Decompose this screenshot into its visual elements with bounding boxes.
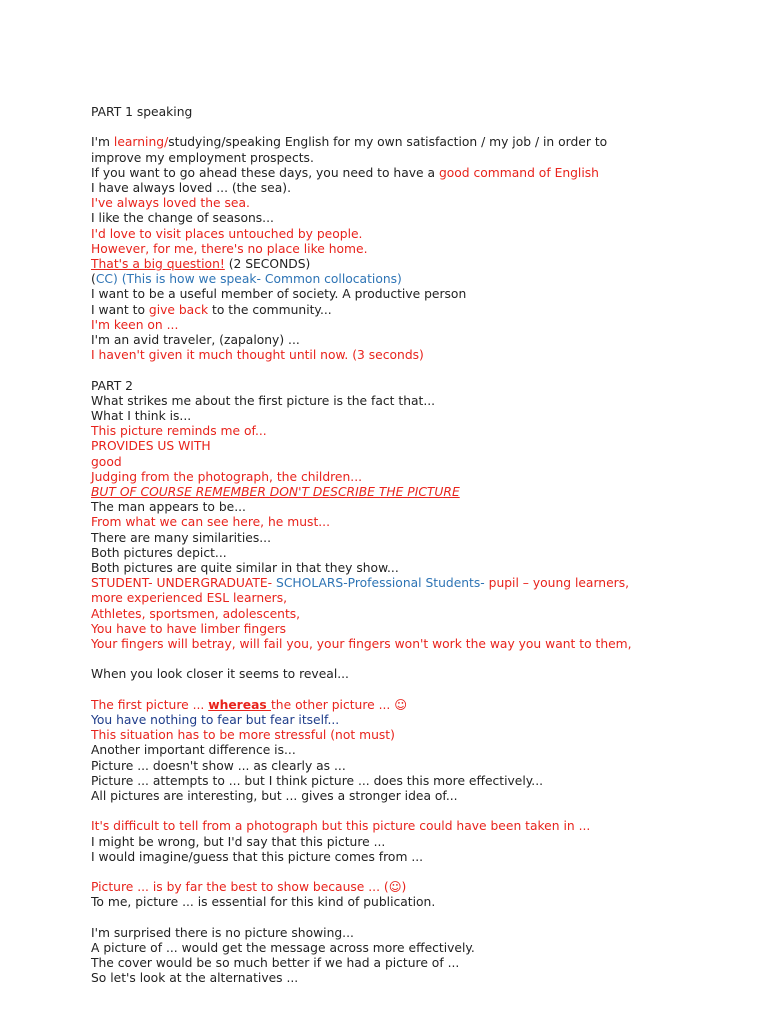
part1-line-10 <box>91 272 761 287</box>
part2-line-9: From what we can see here, he must... <box>91 515 330 530</box>
part2-line-29: Picture ... is by far the best to show because ... (☺) <box>91 880 407 895</box>
part2-line-16: You have to have limber fingers <box>91 621 287 636</box>
part1-line-11: I want to be a useful member of society. A productive person <box>91 287 467 302</box>
part2-line-11: Both pictures depict... <box>91 545 227 560</box>
part2-line-13 <box>91 576 761 591</box>
text-run: If you want to go ahead these days, you need to have a <box>91 165 439 180</box>
part1-line-8: However, for me, there's no place like home. <box>91 241 368 256</box>
part2-line-10: There are many similarities... <box>91 530 271 545</box>
part2-line-31: I'm surprised there is no picture showing... <box>91 925 354 940</box>
part1-line-4: I have always loved ... (the sea). <box>91 181 291 195</box>
blank-line <box>91 683 761 698</box>
part2-line-4: PROVIDES US WITH <box>91 439 211 454</box>
part2-line-27: I might be wrong, but I'd say that this picture ... <box>91 834 386 849</box>
highlight-text: CC) (This is how we speak- Common collocations) <box>95 272 402 287</box>
text-run: I'm <box>91 135 114 150</box>
part2-line-14: more experienced ESL learners, <box>91 591 288 606</box>
text-run: I want to <box>91 302 149 317</box>
highlight-text: give back <box>148 302 209 317</box>
highlight-text: good command of English <box>438 165 599 180</box>
part2-line-18: When you look closer it seems to reveal... <box>91 667 349 682</box>
highlight-text: pupil – young learners, <box>484 576 630 591</box>
part1-heading: PART 1 speaking <box>91 105 193 119</box>
blank-line <box>91 120 761 135</box>
part2-line-30: To me, picture ... is essential for this kind of publication. <box>91 895 436 910</box>
blank-line <box>91 865 761 880</box>
part2-line-20: You have nothing to fear but fear itself... <box>91 713 340 728</box>
highlight-text: learning/ <box>113 135 169 150</box>
part2-line-32: A picture of ... would get the message across more effectively. <box>91 941 475 956</box>
underlined-phrase: That's a big question! <box>91 257 225 272</box>
part2-heading: PART 2 <box>91 378 133 393</box>
blank-line <box>91 911 761 926</box>
text-run: The first picture ... <box>91 697 209 712</box>
highlight-text: SCHOLARS-Professional Students- <box>276 576 485 591</box>
blank-line <box>91 363 761 378</box>
part1-line-12 <box>91 303 761 318</box>
part2-line-19 <box>91 698 761 713</box>
part2-line-21: This situation has to be more stressful (not must) <box>91 728 395 743</box>
text-run: the other picture ... ☺ <box>270 697 408 712</box>
text-run: studying/speaking English for my own satisfaction / my job / in order to <box>168 135 608 150</box>
part2-line-15: Athletes, sportsmen, adolescents, <box>91 606 301 621</box>
part2-line-34: So let's look at the alternatives ... <box>91 971 299 986</box>
part2-line-25: All pictures are interesting, but ... gives a stronger idea of... <box>91 789 458 804</box>
part2-line-24: Picture ... attempts to ... but I think picture ... does this more effectively... <box>91 773 544 788</box>
part2-line-23: Picture ... doesn't show ... as clearly as ... <box>91 758 346 773</box>
text-run: ( <box>91 272 96 287</box>
part2-line-6: Judging from the photograph, the children... <box>91 469 363 484</box>
part2-line-22: Another important difference is... <box>91 743 296 758</box>
part2-line-8: The man appears to be... <box>91 500 246 515</box>
text-run: to the community... <box>208 302 332 317</box>
part1-line-14: I'm an avid traveler, (zapalony) ... <box>91 333 300 348</box>
part1-line-9 <box>91 257 761 272</box>
part1-line-2: improve my employment prospects. <box>91 150 314 165</box>
part1-line-6: I like the change of seasons... <box>91 211 274 226</box>
blank-line <box>91 652 761 667</box>
part2-line-1: What strikes me about the first picture is the fact that... <box>91 393 436 408</box>
part2-line-33: The cover would be so much better if we had a picture of ... <box>91 956 460 971</box>
part2-line-17: Your fingers will betray, will fail you, your fingers won't work the way you want to them, <box>91 637 632 652</box>
highlight-text: STUDENT- UNDERGRADUATE- <box>91 576 277 591</box>
part1-line-13: I'm keen on ... <box>91 317 179 332</box>
part2-line-3: This picture reminds me of... <box>91 424 267 439</box>
text-run: (2 SECONDS) <box>224 257 311 272</box>
part2-line-2: What I think is... <box>91 409 192 424</box>
part2-line-28: I would imagine/guess that this picture comes from ... <box>91 849 424 864</box>
part2-line-12: Both pictures are quite similar in that they show... <box>91 561 399 576</box>
part1-line-3 <box>91 166 761 181</box>
part2-line-7: BUT OF COURSE REMEMBER DON'T DESCRIBE THE PICTURE <box>91 485 460 500</box>
part1-line-7: I'd love to visit places untouched by people. <box>91 226 363 241</box>
part1-line-1 <box>91 135 761 150</box>
document-page <box>91 105 761 987</box>
part1-line-5: I've always loved the sea. <box>91 196 250 211</box>
blank-line <box>91 804 761 819</box>
part1-line-15: I haven't given it much thought until now. (3 seconds) <box>91 348 424 363</box>
part2-line-26: It's difficult to tell from a photograph but this picture could have been taken in ... <box>91 819 591 834</box>
part2-line-5: good <box>91 454 122 469</box>
emphasized-word: whereas <box>208 697 271 712</box>
